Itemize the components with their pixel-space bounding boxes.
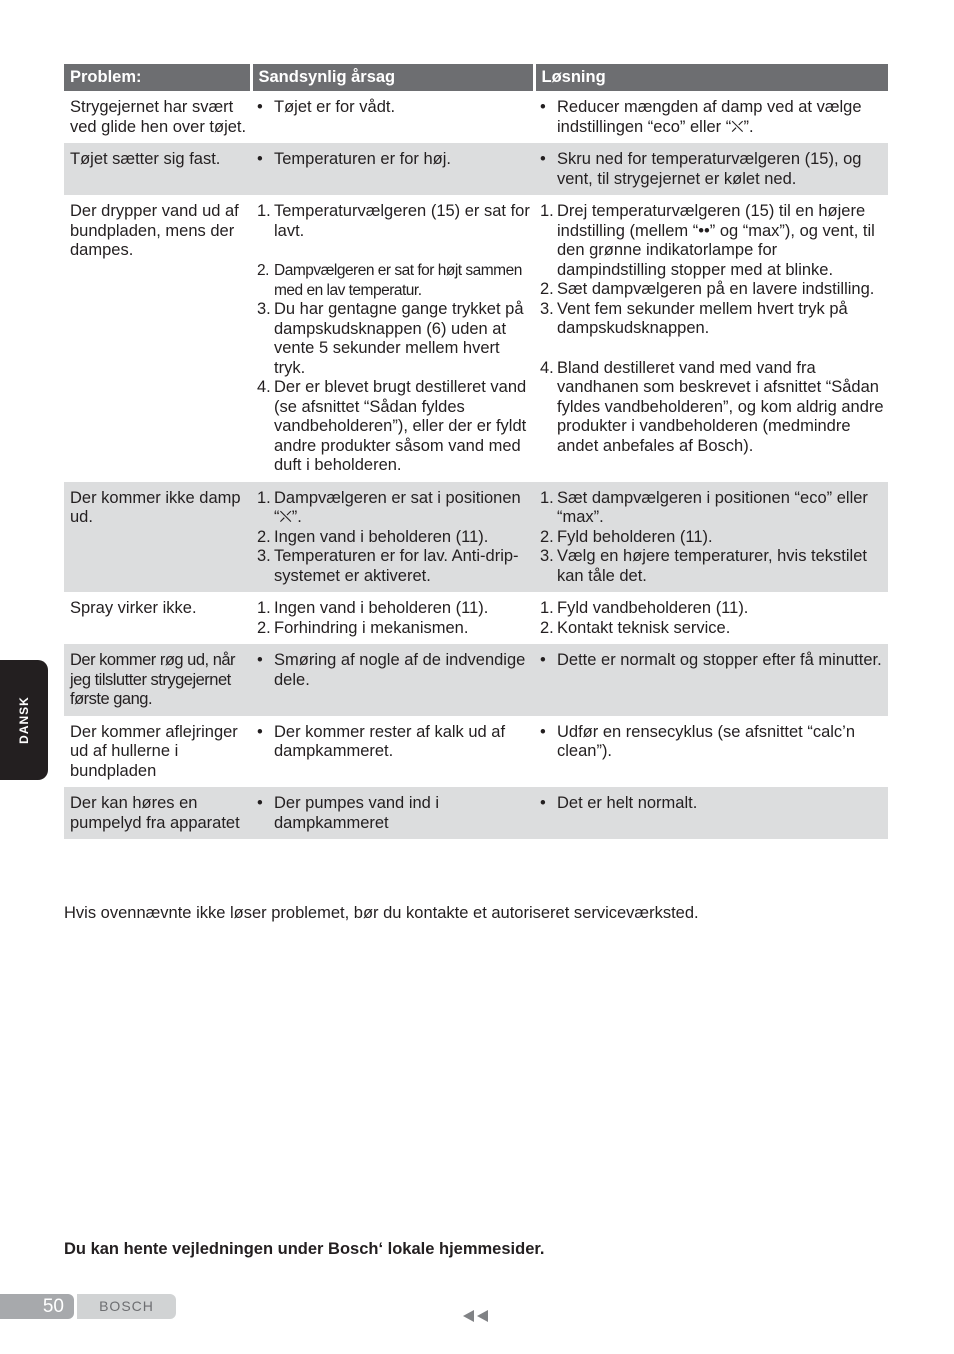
brand-label: BOSCH	[77, 1294, 176, 1319]
solution-item: • Skru ned for temperaturvælgeren (15), og vent, til strygejernet er kølet ned.	[540, 150, 862, 188]
solution-item: 1. Drej temperaturvælgeren (15) til en højere indstilling (mellem “••” og “max”), og vent, til den grønne indikatorlampe for dampindstilling stopper med at blinke.	[540, 202, 875, 279]
problem-cell: Der kan høres en pumpelyd fra apparatet	[64, 787, 251, 839]
solution-item: 4. Bland destilleret vand med vand fra vandhanen som beskrevet i afsnittet “Sådan fyldes vandbeholderen”, og kom aldrig andre produkter i vandbeholderen (medmindre andet anbefales af Bosch).	[540, 358, 884, 455]
solution-cell	[534, 592, 888, 644]
solution-item: • Dette er normalt og stopper efter få minutter.	[540, 651, 882, 669]
solution-cell	[534, 716, 888, 788]
cause-cell	[251, 91, 534, 143]
problem-cell: Der kommer ikke damp ud.	[64, 482, 251, 593]
table-row	[64, 716, 888, 788]
table-row	[64, 787, 888, 839]
language-tab	[0, 660, 48, 780]
cause-item: 1. Temperaturvælgeren (15) er sat for lavt.	[257, 202, 530, 240]
table-row	[64, 195, 888, 482]
cause-item: • Der kommer rester af kalk ud af dampkammeret.	[257, 722, 506, 760]
cause-item: 2. Ingen vand i beholderen (11).	[257, 527, 489, 546]
problem-cell: Strygejernet har svært ved glide hen over tøjet.	[70, 98, 247, 136]
problem-cell: Der drypper vand ud af bundpladen, mens der dampes.	[70, 202, 239, 259]
cause-cell	[251, 716, 534, 788]
solution-cell	[534, 644, 888, 716]
troubleshooting-table	[64, 64, 888, 839]
header-solution: Løsning	[534, 64, 888, 91]
solution-cell	[534, 143, 888, 195]
cause-item: • Tøjet er for vådt.	[257, 98, 396, 116]
cause-item: 1. Ingen vand i beholderen (11).	[257, 599, 489, 617]
table-row	[64, 644, 888, 716]
solution-cell	[534, 195, 888, 482]
solution-cell	[534, 482, 888, 593]
problem-cell: Der kommer aflejringer ud af hullerne i bundpladen	[70, 722, 238, 780]
solution-cell	[534, 787, 888, 839]
cause-item: 3. Temperaturen er for lav. Anti-drip-systemet er aktiveret.	[257, 547, 519, 585]
cause-item: 1. Dampvælgeren er sat i positionen “⛌”.	[257, 488, 521, 526]
service-note: Hvis ovennævnte ikke løser problemet, bør du kontakte et autoriseret serviceværksted.	[64, 904, 699, 922]
cause-item: 2. Dampvælgeren er sat for højt sammen med en lav temperatur.	[257, 262, 522, 299]
cause-item: 3. Du har gentagne gange trykket på dampskudsknappen (6) uden at vente 5 sekunder mellem hvert tryk.	[257, 300, 524, 377]
solution-item: 2. Fyld beholderen (11).	[540, 527, 713, 546]
cause-cell	[251, 195, 534, 482]
cause-cell	[251, 482, 534, 593]
header-cause: Sandsynlig årsag	[251, 64, 534, 91]
cause-cell	[251, 143, 534, 195]
website-note: Du kan hente vejledningen under Bosch‘ lokale hjemmesider.	[64, 1240, 545, 1258]
solution-item: 2. Kontakt teknisk service.	[540, 618, 731, 637]
language-tab-label: DANSK	[17, 696, 31, 744]
cause-cell	[251, 644, 534, 716]
cause-item: 2. Forhindring i mekanismen.	[257, 618, 469, 637]
cause-item: 4. Der er blevet brugt destilleret vand (se afsnittet “Sådan fyldes vandbeholderen”), eller der er fyldt andre produkter såsom vand med duft i beholderen.	[257, 378, 527, 474]
cause-cell	[251, 787, 534, 839]
solution-item: • Udfør en rensecyklus (se afsnittet “calc’n clean”).	[540, 722, 856, 760]
problem-cell: Spray virker ikke.	[70, 599, 197, 617]
solution-item: 1. Sæt dampvælgeren i positionen “eco” eller “max”.	[540, 488, 868, 526]
solution-item: 3. Vent fem sekunder mellem hvert tryk på dampskudsknappen.	[540, 299, 848, 337]
cause-cell	[251, 592, 534, 644]
table-row	[64, 143, 888, 195]
solution-item: 1. Fyld vandbeholderen (11).	[540, 599, 749, 617]
double-arrow-left-icon	[462, 1308, 490, 1324]
cause-item: • Smøring af nogle af de indvendige dele.	[257, 651, 526, 689]
header-problem: Problem:	[64, 64, 251, 91]
table-row	[64, 91, 888, 143]
solution-item: • Det er helt normalt.	[540, 794, 698, 812]
page-number: 50	[0, 1294, 74, 1319]
solution-item: 3. Vælg en højere temperaturer, hvis tekstilet kan tåle det.	[540, 547, 867, 585]
table-row	[64, 482, 888, 593]
problem-cell: Der kommer røg ud, når jeg tilslutter strygejernet første gang.	[64, 644, 251, 716]
solution-item: 2. Sæt dampvælgeren på en lavere indstilling.	[540, 280, 875, 298]
cause-item: • Temperaturen er for høj.	[257, 150, 451, 168]
cause-item: • Der pumpes vand ind i dampkammeret	[257, 794, 440, 832]
problem-cell: Tøjet sætter sig fast.	[64, 143, 251, 195]
table-row	[64, 592, 888, 644]
table-header-row	[64, 64, 888, 91]
solution-item: • Reducer mængden af damp ved at vælge indstillingen “eco” eller “⛌”.	[540, 98, 862, 136]
solution-cell	[534, 91, 888, 143]
